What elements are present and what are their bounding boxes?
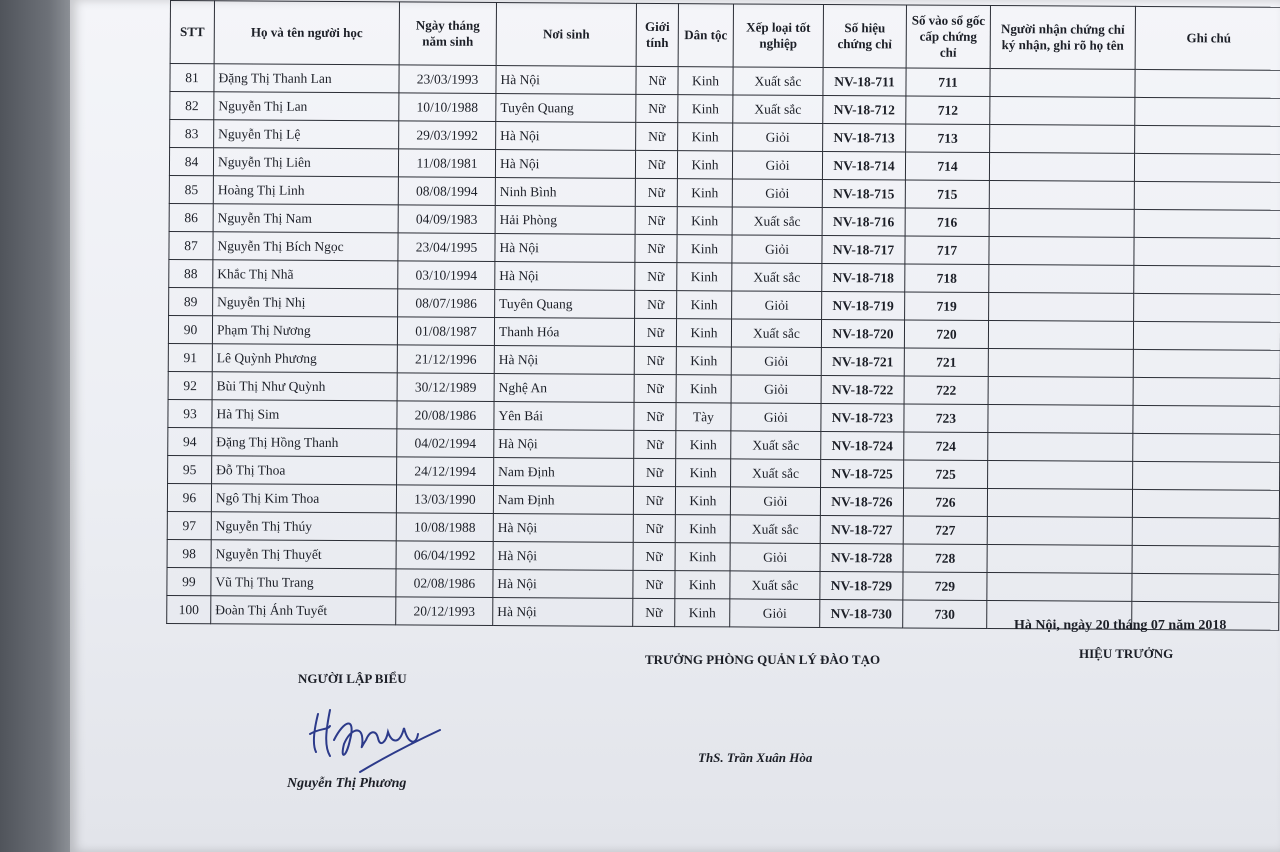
cell-stt: 86 <box>169 203 213 231</box>
cell-name: Nguyễn Thị Nam <box>213 204 398 233</box>
cell-ethnicity: Kinh <box>676 375 731 403</box>
cell-book-number: 712 <box>906 96 990 125</box>
cell-dob: 03/10/1994 <box>398 261 495 290</box>
cell-place: Hà Nội <box>494 429 634 458</box>
cell-sex: Nữ <box>635 150 677 178</box>
cell-receiver <box>989 237 1134 266</box>
cell-note <box>1134 293 1280 322</box>
cell-stt: 91 <box>168 343 212 371</box>
cell-cert-number: NV-18-721 <box>821 347 904 376</box>
cell-book-number: 722 <box>904 376 988 405</box>
cell-note <box>1135 69 1280 98</box>
background-edge <box>0 0 70 852</box>
cell-name: Lê Quỳnh Phương <box>212 344 397 373</box>
cell-rank: Giỏi <box>730 543 820 572</box>
cell-sex: Nữ <box>636 66 678 94</box>
cell-rank: Xuất sắc <box>733 67 823 96</box>
cell-name: Nguyễn Thị Thuyết <box>211 540 396 569</box>
cell-sex: Nữ <box>634 374 676 402</box>
handwritten-signature <box>300 700 450 780</box>
cell-book-number: 729 <box>903 572 987 601</box>
cell-sex: Nữ <box>635 178 677 206</box>
cell-rank: Xuất sắc <box>730 515 820 544</box>
cell-name: Nguyễn Thị Bích Ngọc <box>213 232 398 261</box>
cell-book-number: 730 <box>903 600 987 629</box>
cell-place: Nghệ An <box>494 373 634 402</box>
cell-note <box>1132 573 1279 602</box>
cell-stt: 99 <box>167 567 211 595</box>
cell-ethnicity: Kinh <box>676 319 731 347</box>
cell-note <box>1133 321 1280 350</box>
cell-book-number: 726 <box>903 488 987 517</box>
cell-rank: Giỏi <box>733 123 823 152</box>
cell-note <box>1133 461 1280 490</box>
cell-book-number: 713 <box>906 124 990 153</box>
cell-receiver <box>989 293 1134 322</box>
cell-sex: Nữ <box>634 458 676 486</box>
cell-book-number: 715 <box>905 180 989 209</box>
cell-receiver <box>989 265 1134 294</box>
cell-place: Hà Nội <box>496 121 636 150</box>
header-book: Số vào sổ gốc cấp chứng chỉ <box>906 5 990 69</box>
cell-dob: 02/08/1986 <box>396 569 493 598</box>
cell-ethnicity: Kinh <box>676 347 731 375</box>
cell-cert-number: NV-18-724 <box>821 431 904 460</box>
cell-cert-number: NV-18-727 <box>820 515 903 544</box>
cell-place: Hà Nội <box>493 569 633 598</box>
cell-dob: 01/08/1987 <box>397 317 494 346</box>
cell-ethnicity: Kinh <box>677 263 732 291</box>
cell-dob: 23/04/1995 <box>398 233 495 262</box>
cell-place: Hà Nội <box>493 597 633 626</box>
cell-note <box>1133 433 1280 462</box>
dept-head-name: ThS. Trần Xuân Hòa <box>698 750 813 765</box>
table-body <box>167 64 1280 631</box>
cell-stt: 100 <box>167 595 211 623</box>
cell-rank: Giỏi <box>732 291 822 320</box>
cell-dob: 21/12/1996 <box>397 345 494 374</box>
cell-place: Nam Định <box>493 485 633 514</box>
cell-note <box>1134 265 1280 294</box>
cell-sex: Nữ <box>634 346 676 374</box>
certificate-roster-table <box>166 0 1280 631</box>
place-date: Hà Nội, ngày 20 tháng 07 năm 2018 <box>1014 618 1227 633</box>
cell-dob: 29/03/1992 <box>399 121 496 150</box>
cell-dob: 20/12/1993 <box>396 597 493 626</box>
cell-name: Đỗ Thị Thoa <box>212 456 397 485</box>
cell-ethnicity: Kinh <box>676 459 731 487</box>
cell-book-number: 716 <box>905 208 989 237</box>
cell-rank: Giỏi <box>730 599 820 628</box>
cell-cert-number: NV-18-712 <box>823 95 906 124</box>
cell-stt: 84 <box>169 148 213 176</box>
cell-cert-number: NV-18-729 <box>820 571 903 600</box>
cell-name: Nguyễn Thị Liên <box>213 148 398 177</box>
cell-sex: Nữ <box>635 262 677 290</box>
cell-ethnicity: Kinh <box>677 235 732 263</box>
cell-note <box>1132 545 1279 574</box>
header-dob: Ngày tháng năm sinh <box>399 2 496 66</box>
cell-note <box>1135 125 1280 154</box>
cell-name: Hà Thị Sim <box>212 400 397 429</box>
cell-receiver <box>988 377 1133 406</box>
cell-name: Hoàng Thị Linh <box>213 176 398 205</box>
cell-rank: Giỏi <box>732 151 822 180</box>
cell-ethnicity: Tày <box>676 403 731 431</box>
cell-place: Hà Nội <box>495 149 635 178</box>
cell-stt: 89 <box>169 287 213 315</box>
cell-name: Phạm Thị Nương <box>212 316 397 345</box>
cell-ethnicity: Kinh <box>675 543 730 571</box>
cell-ethnicity: Kinh <box>678 67 733 95</box>
cell-place: Hải Phòng <box>495 205 635 234</box>
cell-book-number: 727 <box>903 516 987 545</box>
cell-place: Hà Nội <box>494 345 634 374</box>
cell-name: Nguyễn Thị Lan <box>214 92 399 121</box>
cell-dob: 10/08/1988 <box>396 513 493 542</box>
cell-place: Ninh Bình <box>495 177 635 206</box>
cell-name: Nguyễn Thị Thúy <box>211 512 396 541</box>
cell-book-number: 718 <box>905 264 989 293</box>
cell-cert-number: NV-18-714 <box>822 151 905 180</box>
cell-receiver <box>988 461 1133 490</box>
cell-dob: 24/12/1994 <box>397 457 494 486</box>
cell-rank: Xuất sắc <box>731 431 821 460</box>
cell-stt: 93 <box>168 399 212 427</box>
cell-rank: Xuất sắc <box>733 95 823 124</box>
cell-place: Tuyên Quang <box>495 289 635 318</box>
cell-stt: 94 <box>168 427 212 455</box>
cell-stt: 97 <box>167 511 211 539</box>
cell-note <box>1133 377 1280 406</box>
cell-sex: Nữ <box>636 122 678 150</box>
cell-stt: 81 <box>170 64 214 92</box>
cell-ethnicity: Kinh <box>677 151 732 179</box>
cell-receiver <box>990 97 1135 126</box>
cell-stt: 88 <box>169 259 213 287</box>
cell-stt: 90 <box>168 315 212 343</box>
cell-rank: Xuất sắc <box>731 459 821 488</box>
cell-name: Vũ Thị Thu Trang <box>211 568 396 597</box>
cell-book-number: 724 <box>904 432 988 461</box>
cell-dob: 04/09/1983 <box>398 205 495 234</box>
cell-dob: 13/03/1990 <box>396 485 493 514</box>
cell-receiver <box>989 209 1134 238</box>
cell-receiver <box>989 181 1134 210</box>
cell-ethnicity: Kinh <box>676 431 731 459</box>
cell-receiver <box>988 405 1133 434</box>
cell-sex: Nữ <box>634 402 676 430</box>
cell-note <box>1132 517 1279 546</box>
cell-stt: 96 <box>167 483 211 511</box>
cell-cert-number: NV-18-726 <box>820 487 903 516</box>
cell-ethnicity: Kinh <box>678 123 733 151</box>
cell-receiver <box>988 433 1133 462</box>
cell-receiver <box>987 517 1132 546</box>
principal-title: HIỆU TRƯỞNG <box>1079 646 1174 661</box>
cell-book-number: 717 <box>905 236 989 265</box>
cell-receiver <box>990 69 1135 98</box>
cell-dob: 08/07/1986 <box>398 289 495 318</box>
roster-sheet <box>166 0 1280 631</box>
cell-sex: Nữ <box>633 486 675 514</box>
cell-cert-number: NV-18-728 <box>820 543 903 572</box>
cell-receiver <box>987 545 1132 574</box>
cell-name: Ngô Thị Kim Thoa <box>211 484 396 513</box>
cell-stt: 82 <box>170 92 214 120</box>
cell-sex: Nữ <box>633 598 675 626</box>
cell-cert-number: NV-18-719 <box>822 291 905 320</box>
cell-dob: 30/12/1989 <box>397 373 494 402</box>
cell-dob: 11/08/1981 <box>398 149 495 178</box>
cell-ethnicity: Kinh <box>675 571 730 599</box>
header-cert: Số hiệu chứng chỉ <box>823 4 906 68</box>
cell-note <box>1135 97 1280 126</box>
cell-rank: Xuất sắc <box>732 263 822 292</box>
cell-dob: 10/10/1988 <box>399 93 496 122</box>
cell-cert-number: NV-18-722 <box>821 375 904 404</box>
cell-sex: Nữ <box>635 290 677 318</box>
cell-sex: Nữ <box>633 570 675 598</box>
cell-rank: Xuất sắc <box>732 207 822 236</box>
cell-rank: Giỏi <box>731 375 821 404</box>
cell-place: Tuyên Quang <box>496 93 636 122</box>
cell-ethnicity: Kinh <box>675 599 730 627</box>
cell-cert-number: NV-18-725 <box>821 459 904 488</box>
header-place: Nơi sinh <box>496 2 636 66</box>
cell-cert-number: NV-18-720 <box>821 319 904 348</box>
cell-name: Đoàn Thị Ánh Tuyết <box>211 596 396 625</box>
cell-book-number: 721 <box>904 348 988 377</box>
cell-note <box>1134 181 1280 210</box>
cell-place: Hà Nội <box>495 261 635 290</box>
header-note: Ghi chú <box>1135 6 1280 70</box>
cell-stt: 83 <box>170 120 214 148</box>
cell-book-number: 728 <box>903 544 987 573</box>
cell-name: Khắc Thị Nhã <box>213 260 398 289</box>
table-header-row <box>170 1 1280 71</box>
cell-ethnicity: Kinh <box>675 515 730 543</box>
cell-note <box>1134 153 1280 182</box>
cell-ethnicity: Kinh <box>677 207 732 235</box>
cell-rank: Giỏi <box>731 347 821 376</box>
preparer-title: NGƯỜI LẬP BIỂU <box>298 671 407 686</box>
cell-note <box>1133 405 1280 434</box>
cell-ethnicity: Kinh <box>677 291 732 319</box>
cell-sex: Nữ <box>633 542 675 570</box>
cell-cert-number: NV-18-717 <box>822 235 905 264</box>
cell-receiver <box>987 489 1132 518</box>
cell-rank: Giỏi <box>730 487 820 516</box>
cell-cert-number: NV-18-730 <box>820 599 903 628</box>
cell-cert-number: NV-18-713 <box>823 123 906 152</box>
cell-receiver <box>987 573 1132 602</box>
cell-stt: 85 <box>169 175 213 203</box>
cell-dob: 08/08/1994 <box>398 177 495 206</box>
cell-book-number: 720 <box>904 320 988 349</box>
cell-receiver <box>988 349 1133 378</box>
cell-stt: 92 <box>168 371 212 399</box>
preparer-name: Nguyễn Thị Phương <box>287 776 407 791</box>
cell-place: Hà Nội <box>496 65 636 94</box>
cell-dob: 04/02/1994 <box>397 429 494 458</box>
cell-place: Hà Nội <box>493 513 633 542</box>
cell-stt: 95 <box>168 455 212 483</box>
header-stt: STT <box>170 1 214 64</box>
cell-rank: Xuất sắc <box>730 571 820 600</box>
cell-sex: Nữ <box>635 206 677 234</box>
cell-ethnicity: Kinh <box>678 95 733 123</box>
cell-receiver <box>989 153 1134 182</box>
cell-cert-number: NV-18-716 <box>822 207 905 236</box>
cell-cert-number: NV-18-718 <box>822 263 905 292</box>
cell-receiver <box>988 321 1133 350</box>
cell-sex: Nữ <box>636 94 678 122</box>
cell-book-number: 723 <box>904 404 988 433</box>
cell-note <box>1133 349 1280 378</box>
cell-book-number: 725 <box>904 460 988 489</box>
cell-ethnicity: Kinh <box>675 487 730 515</box>
cell-name: Đặng Thị Thanh Lan <box>214 64 399 93</box>
cell-name: Nguyễn Thị Nhị <box>213 288 398 317</box>
cell-name: Nguyễn Thị Lệ <box>214 120 399 149</box>
cell-sex: Nữ <box>634 430 676 458</box>
cell-place: Yên Bái <box>494 401 634 430</box>
cell-stt: 87 <box>169 231 213 259</box>
cell-name: Đặng Thị Hồng Thanh <box>212 428 397 457</box>
cell-sex: Nữ <box>633 514 675 542</box>
header-receiver: Người nhận chứng chỉ ký nhận, ghi rõ họ tên <box>990 6 1135 70</box>
cell-note <box>1134 237 1280 266</box>
cell-dob: 06/04/1992 <box>396 541 493 570</box>
cell-note <box>1132 489 1279 518</box>
cell-rank: Giỏi <box>731 403 821 432</box>
cell-book-number: 714 <box>905 152 989 181</box>
cell-dob: 20/08/1986 <box>397 401 494 430</box>
cell-place: Nam Định <box>494 457 634 486</box>
cell-book-number: 719 <box>905 292 989 321</box>
cell-rank: Xuất sắc <box>731 319 821 348</box>
cell-sex: Nữ <box>634 318 676 346</box>
cell-cert-number: NV-18-723 <box>821 403 904 432</box>
cell-book-number: 711 <box>906 68 990 97</box>
header-ethnicity: Dân tộc <box>678 4 733 67</box>
cell-place: Thanh Hóa <box>494 317 634 346</box>
cell-ethnicity: Kinh <box>677 179 732 207</box>
cell-stt: 98 <box>167 539 211 567</box>
cell-sex: Nữ <box>635 234 677 262</box>
cell-name: Bùi Thị Như Quỳnh <box>212 372 397 401</box>
cell-cert-number: NV-18-715 <box>822 179 905 208</box>
cell-dob: 23/03/1993 <box>399 65 496 94</box>
cell-place: Hà Nội <box>495 233 635 262</box>
header-name: Họ và tên người học <box>214 1 399 65</box>
cell-rank: Giỏi <box>732 179 822 208</box>
cell-receiver <box>990 125 1135 154</box>
dept-head-title: TRƯỞNG PHÒNG QUẢN LÝ ĐÀO TẠO <box>645 652 881 667</box>
cell-cert-number: NV-18-711 <box>823 67 906 96</box>
cell-place: Hà Nội <box>493 541 633 570</box>
cell-rank: Giỏi <box>732 235 822 264</box>
cell-note <box>1134 209 1280 238</box>
header-rank: Xếp loại tốt nghiệp <box>733 4 823 68</box>
header-sex: Giới tính <box>636 3 678 66</box>
